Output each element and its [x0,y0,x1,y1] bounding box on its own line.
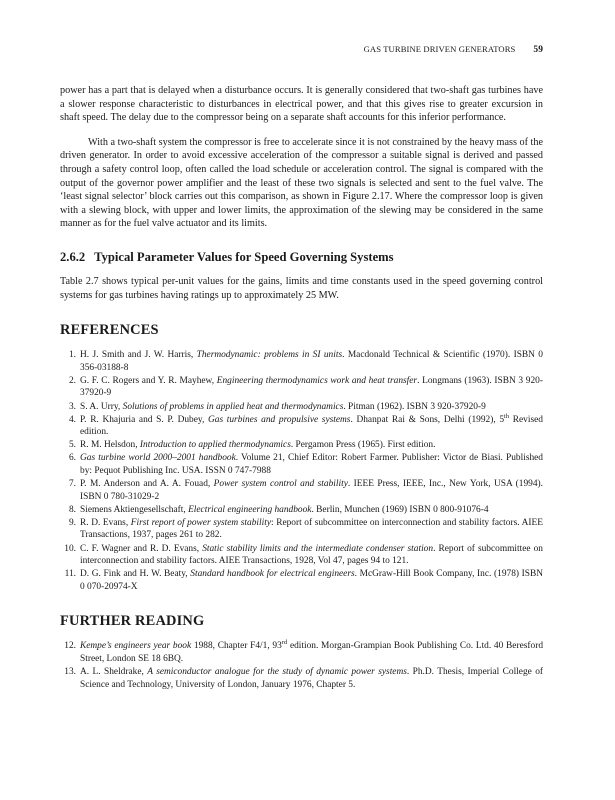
body-paragraph-1: power has a part that is delayed when a disturbance occurs. It is generally considered that two-shaft gas turbines have a slower response characteristic to disturbances in electrical power, and that this gives rise to greater excursion in shaft speed. The delay due to the compressor being on a separate shaft accounts for this inferior performance. [60,85,543,124]
reference-details: . McGraw-Hill Book Company, Inc. (1978) ISBN 0 070-20974-X [80,569,544,592]
reference-authors: P. M. Anderson and A. A. Fouad, [80,479,214,490]
reference-authors: R. D. Evans, [80,517,131,528]
page-number: 59 [533,45,543,55]
reference-authors: Siemens Aktiengesellschaft, [80,504,189,515]
subsection-title: Typical Parameter Values for Speed Governing Systems [94,249,394,264]
reference-authors: P. R. Khajuria and S. P. Dubey, [80,414,208,425]
reference-item [60,504,543,517]
reference-item [60,439,543,452]
reference-title: First report of power system stability [130,517,271,528]
reference-number: 9. [68,517,76,528]
reference-item [60,517,543,542]
reference-number: 6. [68,453,76,464]
reference-number: 11. [64,569,76,580]
reference-authors: H. J. Smith and J. W. Harris, [80,350,197,361]
reference-title: Solutions of problems in applied heat and thermodynamics [122,401,344,412]
reference-number: 10. [64,543,76,554]
reference-number: 3. [68,401,76,412]
further-reading-list [60,640,543,691]
reference-item [60,543,543,568]
reference-number: 4. [68,414,76,425]
reference-authors: A. L. Sheldrake, [80,667,148,678]
page [60,44,543,692]
reference-authors: D. G. Fink and H. W. Beaty, [80,569,191,580]
reference-details-cont: Revised edition. [80,414,543,438]
reference-details: . Berlin, Munchen (1969) ISBN 0 800-91076-4 [311,504,489,515]
reference-superscript: th [504,412,510,420]
reference-number: 7. [68,479,76,490]
reference-title: Thermodynamic: problems in SI units [196,350,343,361]
reference-details: . Volume 21, Chief Editor: Robert Farmer. Publisher: Victor de Biasi. Published by: Pequot Publishing Inc. USA. ISSN 0 747-7988 [80,453,543,476]
reference-item [60,414,543,439]
reference-number: 13. [64,667,76,678]
reference-number: 5. [68,440,76,451]
body-paragraph-2: With a two-shaft system the compressor is free to accelerate since it is not constrained by the heavy mass of the driven generator. In order to avoid excessive acceleration of the compressor a suitable signal is derived and passed through a safety control loop, often called the load schedule or acceleration control. The signal is compared with the output of the governor power amplifier and the least of these two signals is selected and sent to the fuel valve. The ‘least signal selector’ block carries out this comparison, as shown in Figure 2.17. Where the compressor loop is given with a slewing block, with upper and lower limits, the approximation of the slewing may be considered in the same manner as for the fuel valve actuator and its limits. [60,136,543,230]
reference-authors: R. M. Helsdon, [80,440,140,451]
reference-details: . Pergamon Press (1965). First edition. [290,440,436,451]
reference-details: 1988, Chapter F4/1, 93 [191,641,282,652]
reference-details: : Report of subcommittee on interconnection and stability factors. AIEE Transactions, 1937, pages 261 to 282. [80,517,543,541]
reference-title: Power system control and stability [213,479,348,490]
reference-item [60,478,543,503]
reference-title: Gas turbines and propulsive systems [207,414,351,425]
reference-item [60,568,543,593]
reference-title: Static stability limits and the intermediate condenser station [202,543,434,554]
reference-number: 1. [68,350,76,361]
reference-item [60,452,543,477]
reference-item [60,349,543,374]
reference-title: Gas turbine world 2000–2001 handbook [80,453,236,464]
reference-title: Engineering thermodynamics work and heat transfer [216,375,418,386]
reference-authors: C. F. Wagner and R. D. Evans, [80,543,203,554]
running-head-title: GAS TURBINE DRIVEN GENERATORS [363,44,516,54]
reference-number: 8. [68,504,76,515]
reference-item [60,375,543,400]
reference-authors: G. F. C. Rogers and Y. R. Mayhew, [80,375,217,386]
reference-details-cont: edition. Morgan-Grampian Book Publishing Co. Ltd. 40 Beresford Street, London SE 18 6BQ. [80,641,544,664]
reference-item [60,666,543,691]
running-head [60,44,543,58]
further-reading-heading: FURTHER READING [60,613,205,630]
subsection-number: 2.6.2 [60,249,86,264]
reference-title: Electrical engineering handbook [188,504,312,515]
reference-title: Standard handbook for electrical engineers [190,569,355,580]
reference-details: . Macdonald Technical & Scientific (1970). ISBN 0 356-03188-8 [80,350,543,373]
reference-item [60,640,543,665]
reference-superscript: rd [281,639,288,647]
reference-authors: S. A. Urry, [80,401,123,412]
reference-details: . Report of subcommittee on interconnection and stability factors. AIEE Transactions, 1928, Vol 47, pages 94 to 121. [80,543,543,567]
reference-details: . IEEE Press, IEEE, Inc., New York, USA (1994). ISBN 0 780-31029-2 [80,479,543,502]
reference-title: Introduction to applied thermodynamics [139,440,291,451]
reference-number: 12. [64,641,76,652]
reference-item [60,401,543,414]
references-list [60,349,543,593]
reference-details: . Ph.D. Thesis, Imperial College of Science and Technology, University of London, January 1976, Chapter 5. [80,667,544,690]
reference-title: A semiconductor analogue for the study of dynamic power systems [147,667,407,678]
references-heading: REFERENCES [60,322,159,339]
subsection-body: Table 2.7 shows typical per-unit values for the gains, limits and time constants used in the speed governing control systems for gas turbines having ratings up to approximately 25 MW. [60,275,543,301]
subsection-heading [60,250,543,265]
reference-details: . Pitman (1962). ISBN 3 920-37920-9 [343,401,486,412]
reference-details: . Longmans (1963). ISBN 3 920-37920-9 [80,375,543,399]
reference-details: . Dhanpat Rai & Sons, Delhi (1992), 5 [350,414,505,425]
reference-title: Kempe’s engineers year book [80,641,192,652]
reference-number: 2. [68,375,76,386]
